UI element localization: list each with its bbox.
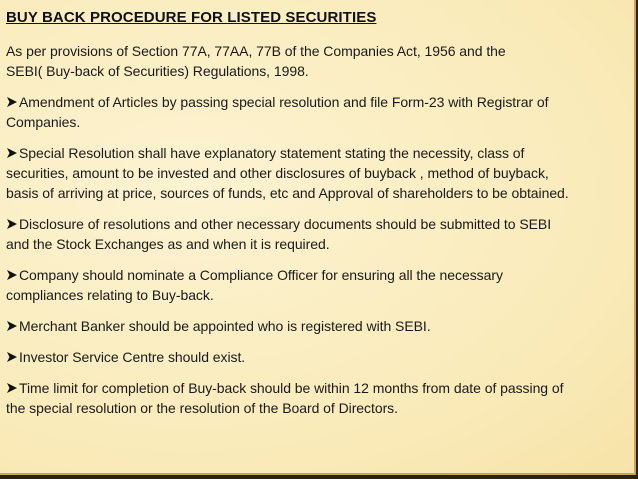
bullet-line xyxy=(6,234,632,254)
bullet-line xyxy=(6,285,632,305)
bullet-item xyxy=(6,214,632,254)
bullet-item xyxy=(6,265,632,305)
bullet-item xyxy=(6,92,632,132)
bullet-item xyxy=(6,143,632,203)
bullet-line xyxy=(6,92,632,112)
intro-line: As per provisions of Section 77A, 77AA, 77B of the Companies Act, 1956 and the xyxy=(6,43,506,59)
bullet-item xyxy=(6,316,632,336)
intro-paragraph xyxy=(6,41,632,81)
arrowhead-bullet-icon xyxy=(6,320,18,332)
bullet-text: Time limit for completion of Buy-back should be within 12 months from date of passing of xyxy=(19,380,564,396)
bullet-text: Investor Service Centre should exist. xyxy=(19,349,246,365)
bullet-line xyxy=(6,163,632,183)
arrowhead-bullet-icon xyxy=(6,351,18,363)
bullet-line xyxy=(6,316,632,336)
bullet-line xyxy=(6,265,632,285)
bullet-line xyxy=(6,112,632,132)
bullet-line xyxy=(6,378,632,398)
bullet-line xyxy=(6,398,632,418)
intro-line: SEBI( Buy-back of Securities) Regulations, 1998. xyxy=(6,63,309,79)
bullet-text: the special resolution or the resolution of the Board of Directors. xyxy=(6,400,398,416)
arrowhead-bullet-icon xyxy=(6,147,18,159)
bullet-text: Amendment of Articles by passing special resolution and file Form-23 with Registrar of xyxy=(19,94,549,110)
bullet-line xyxy=(6,347,632,367)
arrowhead-bullet-icon xyxy=(6,382,18,394)
bullet-text: and the Stock Exchanges as and when it is required. xyxy=(6,236,330,252)
bullet-line xyxy=(6,143,632,163)
arrowhead-bullet-icon xyxy=(6,218,18,230)
bullet-item xyxy=(6,378,632,418)
bullet-line xyxy=(6,214,632,234)
slide-title: BUY BACK PROCEDURE FOR LISTED SECURITIES xyxy=(6,9,377,26)
bullet-text: securities, amount to be invested and other disclosures of buyback , method of buyback, xyxy=(6,165,549,181)
bullet-text: Companies. xyxy=(6,114,81,130)
slide-content xyxy=(6,41,632,418)
arrowhead-bullet-icon xyxy=(6,269,18,281)
bullet-text: Merchant Banker should be appointed who is registered with SEBI. xyxy=(19,318,431,334)
bullet-text: basis of arriving at price, sources of funds, etc and Approval of shareholders to be obtained. xyxy=(6,185,569,201)
bullet-line xyxy=(6,183,632,203)
bullet-item xyxy=(6,347,632,367)
bullet-text: Company should nominate a Compliance Officer for ensuring all the necessary xyxy=(19,267,503,283)
bullet-text: Disclosure of resolutions and other necessary documents should be submitted to SEBI xyxy=(19,216,552,232)
bullet-text: compliances relating to Buy-back. xyxy=(6,287,214,303)
bullet-list xyxy=(6,92,632,418)
bullet-text: Special Resolution shall have explanatory statement stating the necessity, class of xyxy=(19,145,525,161)
arrowhead-bullet-icon xyxy=(6,96,18,108)
